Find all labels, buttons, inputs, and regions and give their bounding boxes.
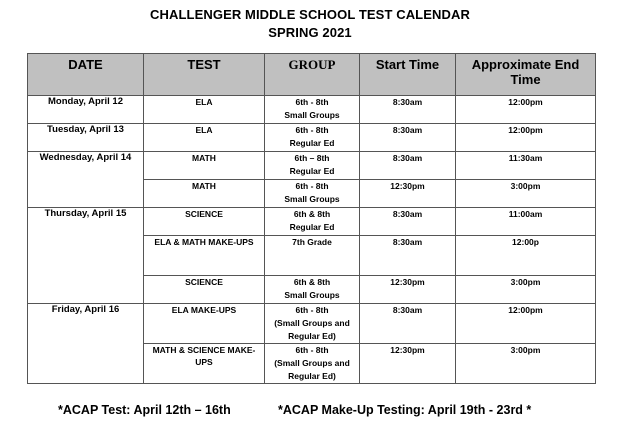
- end-time-cell: 11:00am: [456, 208, 596, 236]
- page-title: CHALLENGER MIDDLE SCHOOL TEST CALENDAR: [150, 7, 470, 22]
- end-time-cell: 12:00pm: [456, 304, 596, 344]
- group-line: 6th & 8th: [293, 277, 331, 287]
- end-time-cell: 12:00pm: [456, 96, 596, 124]
- test-cell: ELA: [144, 96, 265, 124]
- start-time-cell: 8:30am: [360, 304, 456, 344]
- group-line: Regular Ed: [289, 138, 335, 148]
- date-cell: Thursday, April 15: [28, 208, 144, 304]
- group-line: Regular Ed: [289, 166, 335, 176]
- group-line: 7th Grade: [292, 237, 332, 247]
- group-cell: [265, 124, 360, 152]
- table-row: [28, 304, 596, 344]
- group-line: 6th - 8th: [295, 181, 329, 191]
- header-test: TEST: [144, 54, 265, 96]
- group-line: Regular Ed): [288, 371, 336, 381]
- date-cell: Wednesday, April 14: [28, 152, 144, 208]
- group-cell: [265, 208, 360, 236]
- test-calendar-table: [27, 53, 596, 384]
- group-cell: [265, 276, 360, 304]
- end-time-cell: 12:00pm: [456, 124, 596, 152]
- table-row: [28, 124, 596, 152]
- header-group: GROUP: [265, 54, 360, 96]
- start-time-cell: 12:30pm: [360, 344, 456, 384]
- date-cell: Monday, April 12: [28, 96, 144, 124]
- test-cell: SCIENCE: [144, 276, 265, 304]
- date-cell: Tuesday, April 13: [28, 124, 144, 152]
- test-cell: ELA: [144, 124, 265, 152]
- end-time-cell: 12:00p: [456, 236, 596, 276]
- group-line: 6th - 8th: [295, 305, 329, 315]
- group-line: Regular Ed): [288, 331, 336, 341]
- start-time-cell: 8:30am: [360, 236, 456, 276]
- test-cell: ELA MAKE-UPS: [144, 304, 265, 344]
- header-start-time: Start Time: [360, 54, 456, 96]
- table-row: [28, 208, 596, 236]
- group-cell: [265, 236, 360, 276]
- group-line: 6th - 8th: [295, 97, 329, 107]
- group-cell: [265, 96, 360, 124]
- footer-acap-makeup: *ACAP Make-Up Testing: April 19th - 23rd *: [278, 403, 532, 417]
- header-end-time: Approximate End Time: [456, 54, 596, 96]
- group-line: 6th & 8th: [293, 209, 331, 219]
- start-time-cell: 12:30pm: [360, 180, 456, 208]
- group-line: Small Groups: [284, 290, 340, 300]
- group-line: 6th - 8th: [295, 125, 329, 135]
- start-time-cell: 12:30pm: [360, 276, 456, 304]
- test-cell: MATH: [144, 180, 265, 208]
- group-line: (Small Groups and: [274, 318, 350, 328]
- group-line: 6th - 8th: [295, 345, 329, 355]
- test-cell: SCIENCE: [144, 208, 265, 236]
- footer-acap-test: *ACAP Test: April 12th – 16th: [58, 403, 231, 417]
- end-time-cell: 3:00pm: [456, 344, 596, 384]
- start-time-cell: 8:30am: [360, 152, 456, 180]
- group-line: Small Groups: [284, 110, 340, 120]
- header-row: [28, 54, 596, 96]
- start-time-cell: 8:30am: [360, 208, 456, 236]
- group-cell: [265, 180, 360, 208]
- test-cell: MATH & SCIENCE MAKE-UPS: [144, 344, 265, 384]
- group-line: Small Groups: [284, 194, 340, 204]
- test-cell: ELA & MATH MAKE-UPS: [144, 236, 265, 276]
- group-line: 6th – 8th: [294, 153, 330, 163]
- group-cell: [265, 152, 360, 180]
- start-time-cell: 8:30am: [360, 124, 456, 152]
- group-line: (Small Groups and: [274, 358, 350, 368]
- header-date: DATE: [28, 54, 144, 96]
- group-cell: [265, 344, 360, 384]
- end-time-cell: 11:30am: [456, 152, 596, 180]
- table-row: [28, 96, 596, 124]
- table-row: [28, 152, 596, 180]
- start-time-cell: 8:30am: [360, 96, 456, 124]
- date-cell: Friday, April 16: [28, 304, 144, 384]
- group-line: Regular Ed: [289, 222, 335, 232]
- end-time-cell: 3:00pm: [456, 276, 596, 304]
- group-cell: [265, 304, 360, 344]
- test-cell: MATH: [144, 152, 265, 180]
- page-subtitle: SPRING 2021: [268, 25, 352, 40]
- end-time-cell: 3:00pm: [456, 180, 596, 208]
